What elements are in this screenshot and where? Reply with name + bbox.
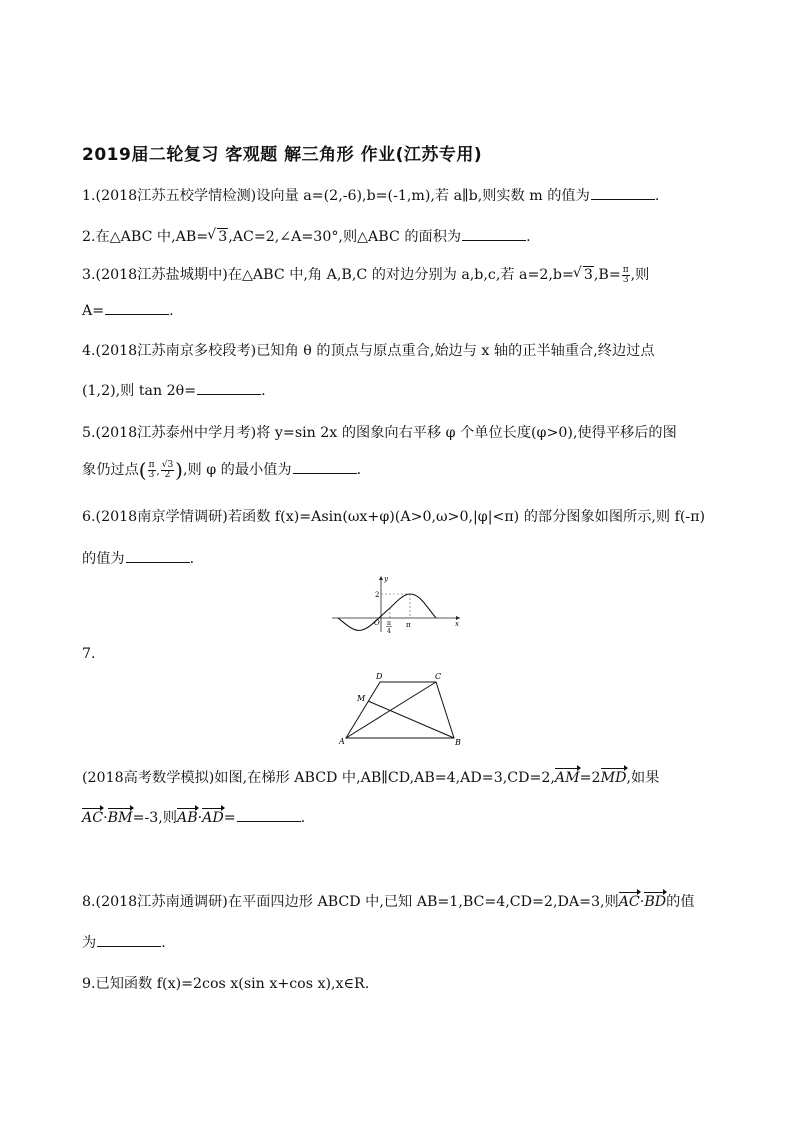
question-3-line-1: [82, 264, 649, 285]
question-5-line-2: [82, 458, 361, 482]
right-paren: ): [175, 458, 183, 482]
x-axis-label: x: [455, 620, 459, 628]
question-7-number: 7.: [82, 646, 96, 662]
question-3-post: ,则: [630, 267, 650, 283]
question-8-line2: 为: [82, 935, 97, 951]
fraction-numerator: √3: [161, 459, 174, 470]
vector-bm: BM: [108, 806, 133, 826]
fraction-denominator: 2: [164, 469, 171, 480]
x-tick-pi: π: [406, 621, 411, 629]
answer-blank-6[interactable]: [126, 550, 190, 563]
question-6-end: .: [189, 551, 195, 567]
question-5-line-1: 5.(2018江苏泰州中学月考)将 y=sin 2x 的图象向右平移 φ 个单位长度(φ>0),使得平移后的图: [82, 425, 677, 441]
sqrt-radicand: 3: [167, 459, 174, 470]
question-7-end: .: [300, 810, 306, 826]
question-2-pre: 2.在△ABC 中,AB=: [82, 229, 209, 245]
answer-blank-8[interactable]: [97, 934, 161, 947]
fraction-denominator: 3: [622, 274, 629, 285]
question-3-line-2: [82, 302, 174, 319]
y-tick-label: 2: [375, 591, 380, 599]
label-b: B: [455, 738, 461, 747]
question-1: [82, 185, 659, 205]
fraction: [622, 266, 630, 285]
x-tick-pi4-num: π: [387, 620, 391, 627]
left-paren: (: [138, 458, 147, 482]
fraction: [161, 461, 174, 480]
label-m: M: [357, 694, 366, 703]
fraction-numerator: π: [148, 459, 155, 470]
question-6-line-1: 6.(2018南京学情调研)若函数 f(x)=Asin(ωx+φ)(A>0,ω>0,|φ|<π) 的部分图象如图所示,则 f(-π): [82, 509, 706, 525]
vector-ac: AC: [82, 806, 103, 826]
question-3-mid: ,B=: [593, 267, 621, 283]
answer-blank-5[interactable]: [293, 461, 357, 474]
question-3-end: .: [169, 303, 174, 319]
x-tick-pi4-den: 4: [387, 628, 391, 635]
question-1-text: 1.(2018江苏五校学情检测)设向量 a=(2,-6),b=(-1,m),若 a∥b,则实数 m 的值为: [82, 188, 590, 204]
question-5-line2-pre: 象仍过点: [82, 462, 139, 478]
question-2-end: .: [526, 229, 531, 245]
answer-blank-3[interactable]: [105, 302, 169, 315]
label-d: D: [376, 672, 383, 681]
question-7-line-1: [82, 766, 659, 787]
page-title: 2019届二轮复习 客观题 解三角形 作业(江苏专用): [82, 145, 483, 165]
fraction-numerator: π: [622, 264, 629, 275]
sqrt-radicand: 3: [218, 229, 228, 245]
vector-ab: AB: [177, 806, 198, 826]
question-6-line2: 的值为: [82, 551, 125, 567]
question-5-line2-post: ,则 φ 的最小值为: [182, 462, 292, 478]
question-7-line2-post: =: [223, 810, 236, 826]
question-4-end: .: [261, 383, 266, 399]
fraction: [148, 461, 156, 480]
question-7-line2-mid: =-3,则: [132, 810, 177, 826]
y-axis-label: y: [384, 575, 388, 583]
trapezoid-abcd: [346, 682, 454, 738]
question-3-line2: A=: [82, 303, 105, 319]
vector-am: AM: [555, 766, 580, 786]
y-axis-arrow: [379, 576, 383, 580]
question-3-pre: 3.(2018江苏盐城期中)在△ABC 中,角 A,B,C 的对边分别为 a,b,c,若 a=2,b=: [82, 267, 574, 283]
segment-bm: [368, 701, 454, 738]
vector-ad: AD: [202, 806, 224, 826]
trapezoid-figure: [334, 670, 464, 748]
question-9: 9.已知函数 f(x)=2cos x(sin x+cos x),x∈R.: [82, 976, 370, 992]
question-8-end: .: [161, 935, 166, 951]
dot-operator: ·: [197, 810, 203, 826]
answer-blank-4[interactable]: [197, 382, 261, 395]
question-1-end: .: [654, 188, 660, 204]
answer-blank-1[interactable]: [591, 187, 655, 200]
question-6-line-2: [82, 548, 194, 568]
answer-blank-2[interactable]: [462, 228, 526, 241]
question-2: [82, 226, 531, 246]
sqrt-radicand: 3: [583, 267, 593, 283]
question-8-line-1: [82, 890, 695, 911]
question-4-line2: (1,2),则 tan 2θ=: [82, 383, 197, 399]
fraction-denominator: 3: [148, 469, 155, 480]
question-8-line-2: [82, 932, 166, 952]
question-7-eq2: =2: [579, 770, 601, 786]
question-7-line-2: [82, 806, 305, 827]
origin-label: O: [374, 619, 380, 627]
sine-graph-figure: [330, 574, 465, 636]
vector-md: MD: [601, 766, 627, 786]
question-8-line1-post: 的值: [666, 894, 695, 910]
label-a: A: [339, 737, 345, 746]
diagonal-ac: [346, 682, 436, 738]
label-c: C: [435, 672, 442, 681]
question-8-line1-pre: 8.(2018江苏南通调研)在平面四边形 ABCD 中,已知 AB=1,BC=4,CD=2,DA=3,则: [82, 894, 619, 910]
dot-operator: ·: [639, 894, 645, 910]
sqrt-symbol: [574, 267, 594, 283]
question-4-line-2: [82, 380, 266, 400]
question-2-post: ,AC=2,∠A=30°,则△ABC 的面积为: [228, 229, 462, 245]
question-5-end: .: [356, 462, 362, 478]
question-4-line-1: 4.(2018江苏南京多校段考)已知角 θ 的顶点与原点重合,始边与 x 轴的正半轴重合,终边过点: [82, 343, 655, 359]
sqrt-symbol: [208, 229, 228, 245]
vector-bd: BD: [644, 890, 666, 910]
comma: ,: [156, 466, 160, 477]
question-7-line1-post: ,如果: [626, 770, 660, 786]
answer-blank-7[interactable]: [237, 809, 301, 822]
vector-ac: AC: [619, 890, 640, 910]
question-7-line1-pre: (2018高考数学模拟)如图,在梯形 ABCD 中,AB∥CD,AB=4,AD=3,CD=2,: [82, 770, 555, 786]
dot-operator: ·: [103, 810, 108, 826]
